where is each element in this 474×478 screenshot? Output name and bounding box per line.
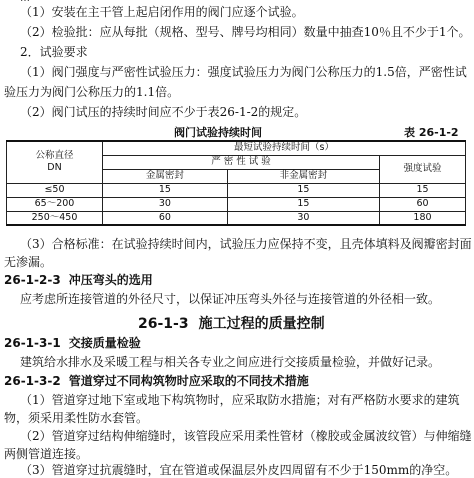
chapter-heading-26-1-3: [138, 313, 325, 333]
section-number: 26-1-3-1: [4, 336, 61, 350]
cell-nonmetal: 30: [227, 211, 379, 225]
cell-nonmetal: 15: [227, 197, 379, 211]
paragraph-duration: （2）阀门试压的持续时间应不少于表26-1-2的规定。: [20, 105, 307, 119]
paragraph-test-requirements: 2．试验要求: [20, 45, 88, 59]
section-heading-26-1-3-1: [4, 335, 141, 351]
header-nonmetal-seal: 非金属密封: [227, 169, 379, 183]
paragraph-pressure-b: 验压力为阀门公称压力的1.1倍。: [4, 85, 180, 99]
header-tightness-test: 严 密 性 试 验: [103, 155, 380, 169]
paragraph-acceptance-b: 无渗漏。: [4, 255, 53, 269]
section-heading-26-1-3-2: [4, 373, 309, 389]
cell-dn: 250～450: [7, 211, 103, 225]
paragraph-acceptance-a: （3）合格标准：在试验持续时间内，试验压力应保持不变，且壳体填料及阀瓣密封面: [20, 237, 472, 251]
header-strength-test: 强度试验: [380, 155, 466, 183]
cell-strength: 60: [380, 197, 466, 211]
section-title: 冲压弯头的选用: [68, 273, 153, 287]
paragraph-seismic-joint: （3）管道穿过抗震缝时，宜在管道或保温层外皮四周留有不少于150mm的净空。: [20, 463, 458, 477]
header-nominal-diameter: 公称直径 DN: [7, 141, 103, 183]
cell-strength: 180: [380, 211, 466, 225]
table-row: [7, 197, 466, 211]
cell-metal: 15: [103, 183, 228, 197]
section-number: 26-1-2-3: [4, 273, 61, 287]
cell-dn: ≤50: [7, 183, 103, 197]
header-min-test-time: 最短试验持续时间（s）: [103, 141, 466, 155]
table-row: [7, 183, 466, 197]
table-number: 表 26-1-2: [404, 126, 459, 139]
paragraph-handover-inspection: 建筑给水排水及采暖工程与相关各专业之间应进行交接质量检验，并做好记录。: [20, 355, 441, 369]
table-row: [7, 211, 466, 225]
paragraph-bend-selection: 应考虑所连接管道的外径尺寸，以保证冲压弯头外径与连接管道的外径相一致。: [20, 292, 441, 306]
section-number: 26-1-3-2: [4, 374, 61, 388]
cell-metal: 30: [103, 197, 228, 211]
section-title: 交接质量检验: [68, 336, 141, 350]
paragraph-expansion-joint-b: 两侧管道连接。: [4, 447, 89, 461]
paragraph-pressure-a: （1）阀门强度与严密性试验压力：强度试验压力为阀门公称压力的1.5倍，严密性试: [20, 65, 467, 79]
section-number: 26-1-3: [138, 316, 189, 332]
table-title: 阀门试验持续时间: [174, 126, 262, 139]
section-title: 施工过程的质量控制: [198, 316, 325, 332]
section-heading-26-1-2-3: [4, 272, 153, 288]
cell-nonmetal: 15: [227, 183, 379, 197]
paragraph-valve-test-1: （1）安装在主干管上起启闭作用的阀门应逐个试验。: [20, 5, 304, 19]
cell-dn: 65～200: [7, 197, 103, 211]
header-metal-seal: 金属密封: [103, 169, 228, 183]
cell-metal: 60: [103, 211, 228, 225]
paragraph-basement-waterproof-a: （1）管道穿过地下室或地下构筑物时，应采取防水措施；对有严格防水要求的建筑: [20, 393, 460, 407]
section-title: 管道穿过不同构筑物时应采取的不同技术措施: [68, 374, 309, 388]
paragraph-inspection-batch: （2）检验批：应从每批（规格、型号、牌号均相同）数量中抽查10％且不少于1个。: [20, 25, 471, 39]
paragraph-basement-waterproof-b: 物，须采用柔性防水套管。: [4, 411, 149, 425]
valve-test-duration-table: [6, 140, 466, 226]
cell-strength: 15: [380, 183, 466, 197]
paragraph-expansion-joint-a: （2）管道穿过结构伸缩缝时，该管段应采用柔性管材（橡胶或金属波纹管）与伸缩缝: [20, 429, 472, 443]
